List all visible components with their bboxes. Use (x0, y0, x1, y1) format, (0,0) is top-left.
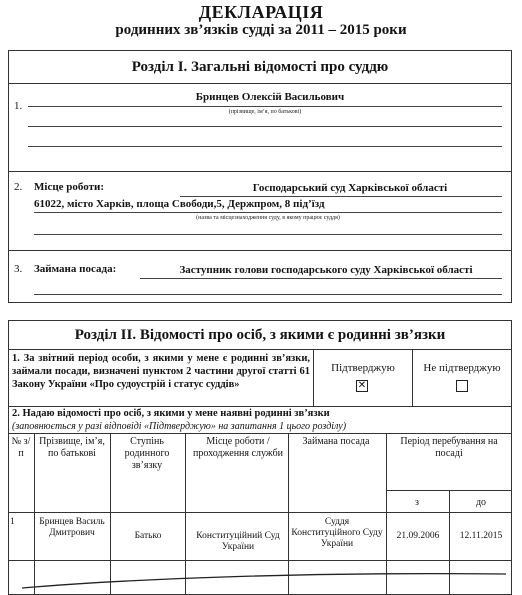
row-position: Суддя Конституційного Суду України (291, 517, 383, 549)
court-name: Господарський суд Харківської області (252, 182, 448, 194)
court-address: 61022, місто Харків, площа Свободи,5, Держпром, 8 під’їзд (34, 198, 325, 210)
checkbox-cross-icon: ✕ (357, 380, 367, 391)
q1-divider-2 (412, 350, 413, 406)
section-1-divider-1 (8, 171, 512, 172)
item-1-underline (28, 106, 502, 107)
question-2-title: 2. Надаю відомості про осіб, з якими у мене наявні родинні зв’язки (12, 408, 330, 419)
confirm-label: Підтверджую (331, 362, 395, 374)
item-3-underline-2 (34, 294, 502, 295)
document-title: ДЕКЛАРАЦІЯ (198, 2, 324, 22)
q1-divider-1 (313, 350, 314, 406)
col-header-position: Займана посада (302, 436, 370, 447)
row-from: 21.09.2006 (396, 531, 440, 541)
workplace-label: Місце роботи: (34, 181, 105, 193)
document-subtitle: родинних зв’язків судді за 2011 – 2015 роки (115, 22, 407, 38)
item-1-number: 1. (14, 100, 23, 112)
question-2-note: (заповнюється у разі відповіді «Підтверджую» на запитання 1 цього розділу) (12, 421, 347, 432)
row-num: 1 (10, 517, 15, 527)
row-1-bottom-line (8, 560, 512, 561)
col-header-name: Прізвище, ім’я, по батькові (39, 436, 105, 459)
row-to: 12.11.2015 (459, 531, 503, 541)
col-header-to: до (475, 497, 487, 508)
table-header-bottom-line (8, 512, 512, 513)
row-relation: Батько (134, 531, 162, 541)
judge-position: Заступник голови господарського суду Харківської області (179, 264, 473, 276)
col-header-period: Період перебування на посаді (400, 436, 498, 459)
col-header-relation: Ступінь родинного зв’язку (124, 436, 170, 471)
item-3-number: 3. (14, 263, 23, 275)
judge-name: Бринцев Олексій Васильович (195, 91, 345, 103)
item-2-caption: (назва та місцезнаходження суду, в якому працює суддя) (196, 215, 340, 221)
confirm-checkbox[interactable] (356, 380, 368, 392)
item-2-underline-2 (34, 212, 502, 213)
item-3-underline-1 (140, 278, 502, 279)
section-1-title: Розділ І. Загальні відомості про суддю (8, 50, 512, 84)
q1-bottom-line (8, 406, 512, 407)
col-header-workplace: Місце роботи /проходження служби (192, 436, 284, 459)
table-top-line (8, 433, 512, 434)
question-1-text: 1. За звітний період особи, з якими у мене є родинні зв’язки, займали посади, визначені пунктом 2 частини другої статті 61 Закону України «Про судоустрій і статус суддів» (12, 353, 310, 390)
col-header-num: № з/п (11, 436, 31, 459)
section-1-divider-2 (8, 250, 512, 251)
item-2-underline-3 (34, 234, 502, 235)
strike-through-line (20, 570, 510, 595)
not-confirm-label: Не підтверджую (423, 362, 501, 374)
item-1-underline-3 (28, 146, 502, 147)
item-2-number: 2. (14, 181, 23, 193)
row-name: Бринцев Василь Дмитрович (39, 517, 105, 538)
position-label: Займана посада: (34, 263, 117, 275)
item-2-underline-1 (180, 196, 502, 197)
col-header-from: з (415, 497, 419, 508)
item-1-caption: (прізвище, ім’я, по батькові) (228, 109, 302, 115)
not-confirm-checkbox[interactable] (456, 380, 468, 392)
row-workplace: Конституційний Суд України (196, 531, 280, 552)
section-2-title: Розділ ІІ. Відомості про осіб, з якими є родинні зв’язки (8, 320, 512, 350)
item-1-underline-2 (28, 126, 502, 127)
